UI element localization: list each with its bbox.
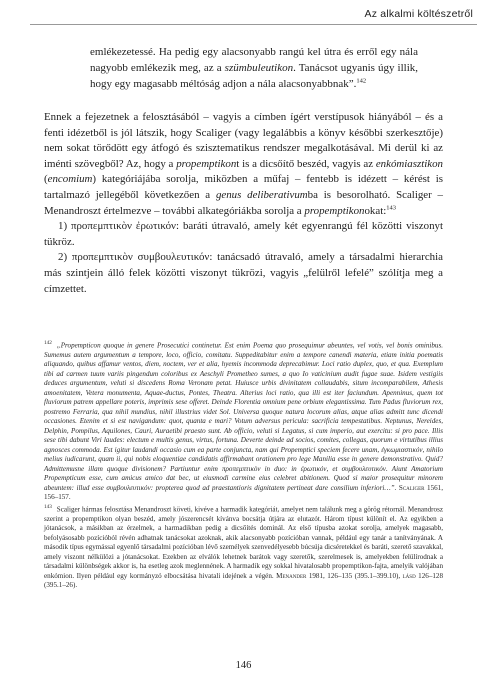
page-number: 146	[235, 660, 252, 671]
footnote-ref-142[interactable]: 142	[356, 77, 367, 85]
header-rule	[30, 24, 477, 25]
running-header-title: Az alkalmi költészetről	[364, 8, 473, 20]
running-header	[0, 0, 487, 28]
list-item: 2) προπεμπτικὸν συμβουλευτικόν: tanácsadó útravaló, amely a társadalmi hierarchia más szintjein álló felek közötti viszonyt tükrözi, vagyis „felülről lefelé” szólítja meg a címzettet.	[44, 251, 443, 295]
footnote-143: $^{143}$ Scaliger hármas felosztása Menandroszt követi, kivéve a harmadik kategóriát, amelyet nem találunk meg a görög rétornál. Menandrosz szerint a propemptikon olyan beszéd, amely jószerencsét kívánva bocsátja útjára az elutazót. Három típust különít el. Az egyikben a jótanácsok, a másikban az érzelmek, a harmadikban pedig a dicsőítés dominál. Az első típusba azokat sorolja, amelyek magasabb, befolyásosabb pozícióból révén adhatnak tanácsokat azoknak, akik alacsonyabb pozícióban vannak, például egy tanár a tanítványának. A második típus egymással egyenlő társadalmi pozícióban lévő személyek szenvedélyesebb búcsúja dicséretekkel és baráti, szerető szavakkal, amely viszont nélkülözi a jótanácsokat. Ezekben az elválók lehetnek barátok vagy szeretők, szerelmesek is, amelyekben felülírodnak a társadalmi különbségek akkor is, ha esetleg azok meglennének. A harmadik egy sokkal hivatalosabb propemptikon-fajta, amelyik valójában enkómion. Ilyen például egy kormányzó elbocsátása hivatali idejének a végén. Menander 1981, 126–135 (395.1–399.10), lásd 126–128 (395.1–26).	[44, 503, 444, 590]
footnote-ref-143[interactable]: 143	[386, 203, 396, 211]
footnotes	[44, 339, 443, 591]
footnote-142: $^{142}$ „Propempticon quoque in genere Prosecutici continetur. Est enim Poema quo prosequimur abeuntes, vel votis, vel bonis ominibus. Sumemus autem argumentum a tempore, loco, officio, comitatu. Suppeditabitur enim a tempore canendi materia, etiam initia poematis aliquando, quibus affamur ventos, diem, noctem, ver et alia, hyemis incommoda deprecabimur. Loci ratio duplex, quo, et qua. Exemplum tibi ad carmen tuum variis pingendum coloribus ex Aeschyli Prometheo sumes, a quo Io vaticinium audit fugae suae. Isidem vestigiis deduces argumentum, veluti si discedens Roma Veronam petat. Huiusce urbis divinitatem collaudabis, situm incomparabilem, Athesis amoenitatem, Vetera monumenta, Aquae-ductus, Pontes, Theatra. Alterius loci ratio, qua illi est iter faciundum. Apenninus, quem tot fluviorum patrem appellare poteris, imprimis sese offeret. Deinde Florentia omnium pene orbium elegantissima. Tum Padus fluviorum rex, postremo Ferraria, qua nihil mundius, nihil illustrius videt Sol. Universa quoque natura locorum alias, atque alias admitt tunc dicendi occasiones. Etenim et si est navigandum: quot, quanta e mari? Votum adversus pericula: sacrificia tempestatibus. Neptunus, Nereides, Delphin, Pompilus, Aquilones, Cauri, Auraetibi praesto sunt. Ab officio, veluti si Legatus, si cum imperio, aut exercitu: si pro pace. Illis sese tibi dabunt Viri laudes: electum e multis genus, virtus, fortuna. Deverte deinde ad socios, comites, collegas, quorum e virtutibus illius agnosces commoda. Est igitur laudandi occasio cum ea parte conjuncta, nam qui Propemptici speciem fecere unam, ἐγκωμιαστικόν, nihilo melius iudicarunt, quam ii, qui nobis eloquentiae candidatis affirmabant orationem pro lege Manilia esse in genere demonstrativo. Quid? Admittemusne illam quoque divisionem? Partiuntur enim προπεμπτικὸν in duo: in ἐρωτικόν, et συμβουλευτικόν. Aiunt Amatorium Propempticum esse, cum amicus amico dat bec, ut eiusmodi carmine eius celebret abitionem. Quod si maior prosequitur minorem abeuntem: illud esse συμβουλευτικόν: propterea quod ad praestantioris dignitatem pertineat dare consilium inferiori…”. Scaliger 1561, 156–157.	[44, 340, 443, 502]
main-text	[44, 110, 443, 297]
list-item: 1) προπεμπτικὸν ἐρωτικόν: baráti útravaló, amely két egyenrangú fél közötti viszonyt tükröz.	[44, 220, 443, 248]
block-quote-text: emlékezetessé. Ha pedig egy alacsonyabb rangú kel útra és erről egy nála nagyobb emlékezik meg, az a szümbuleutikon. Tanácsot ugyanis úgy illik, hogy egy magasabb méltóság adjon a nála alacsonyabbnak”.$^{142}$	[90, 46, 418, 90]
block-quote	[90, 44, 418, 92]
paragraph: Ennek a fejezetnek a felosztásából – vagyis a címben ígért verstípusok hiányából – és a fenti idézetből is jól látszik, hogy Scaliger (vagy legalábbis a könyv későbbi szerkesztője) nem sokat törődött egy átfogó és szisztematikus rendszer megalkotásával. Mi derül ki az iménti szövegből? Az, hogy a propemptikont is a dicsőítő beszéd, vagyis az enkómiasztikon (encomium) kategóriájába sorolja, miközben a műfaj – fentebb is idézett – kérést is tartalmazó jellegéből következően a genus deliberativumba is besorolható. Scaliger – Menandroszt értelmezve – további alkategóriákba sorolja a propemptikonokat:$^{143}$	[44, 111, 443, 217]
